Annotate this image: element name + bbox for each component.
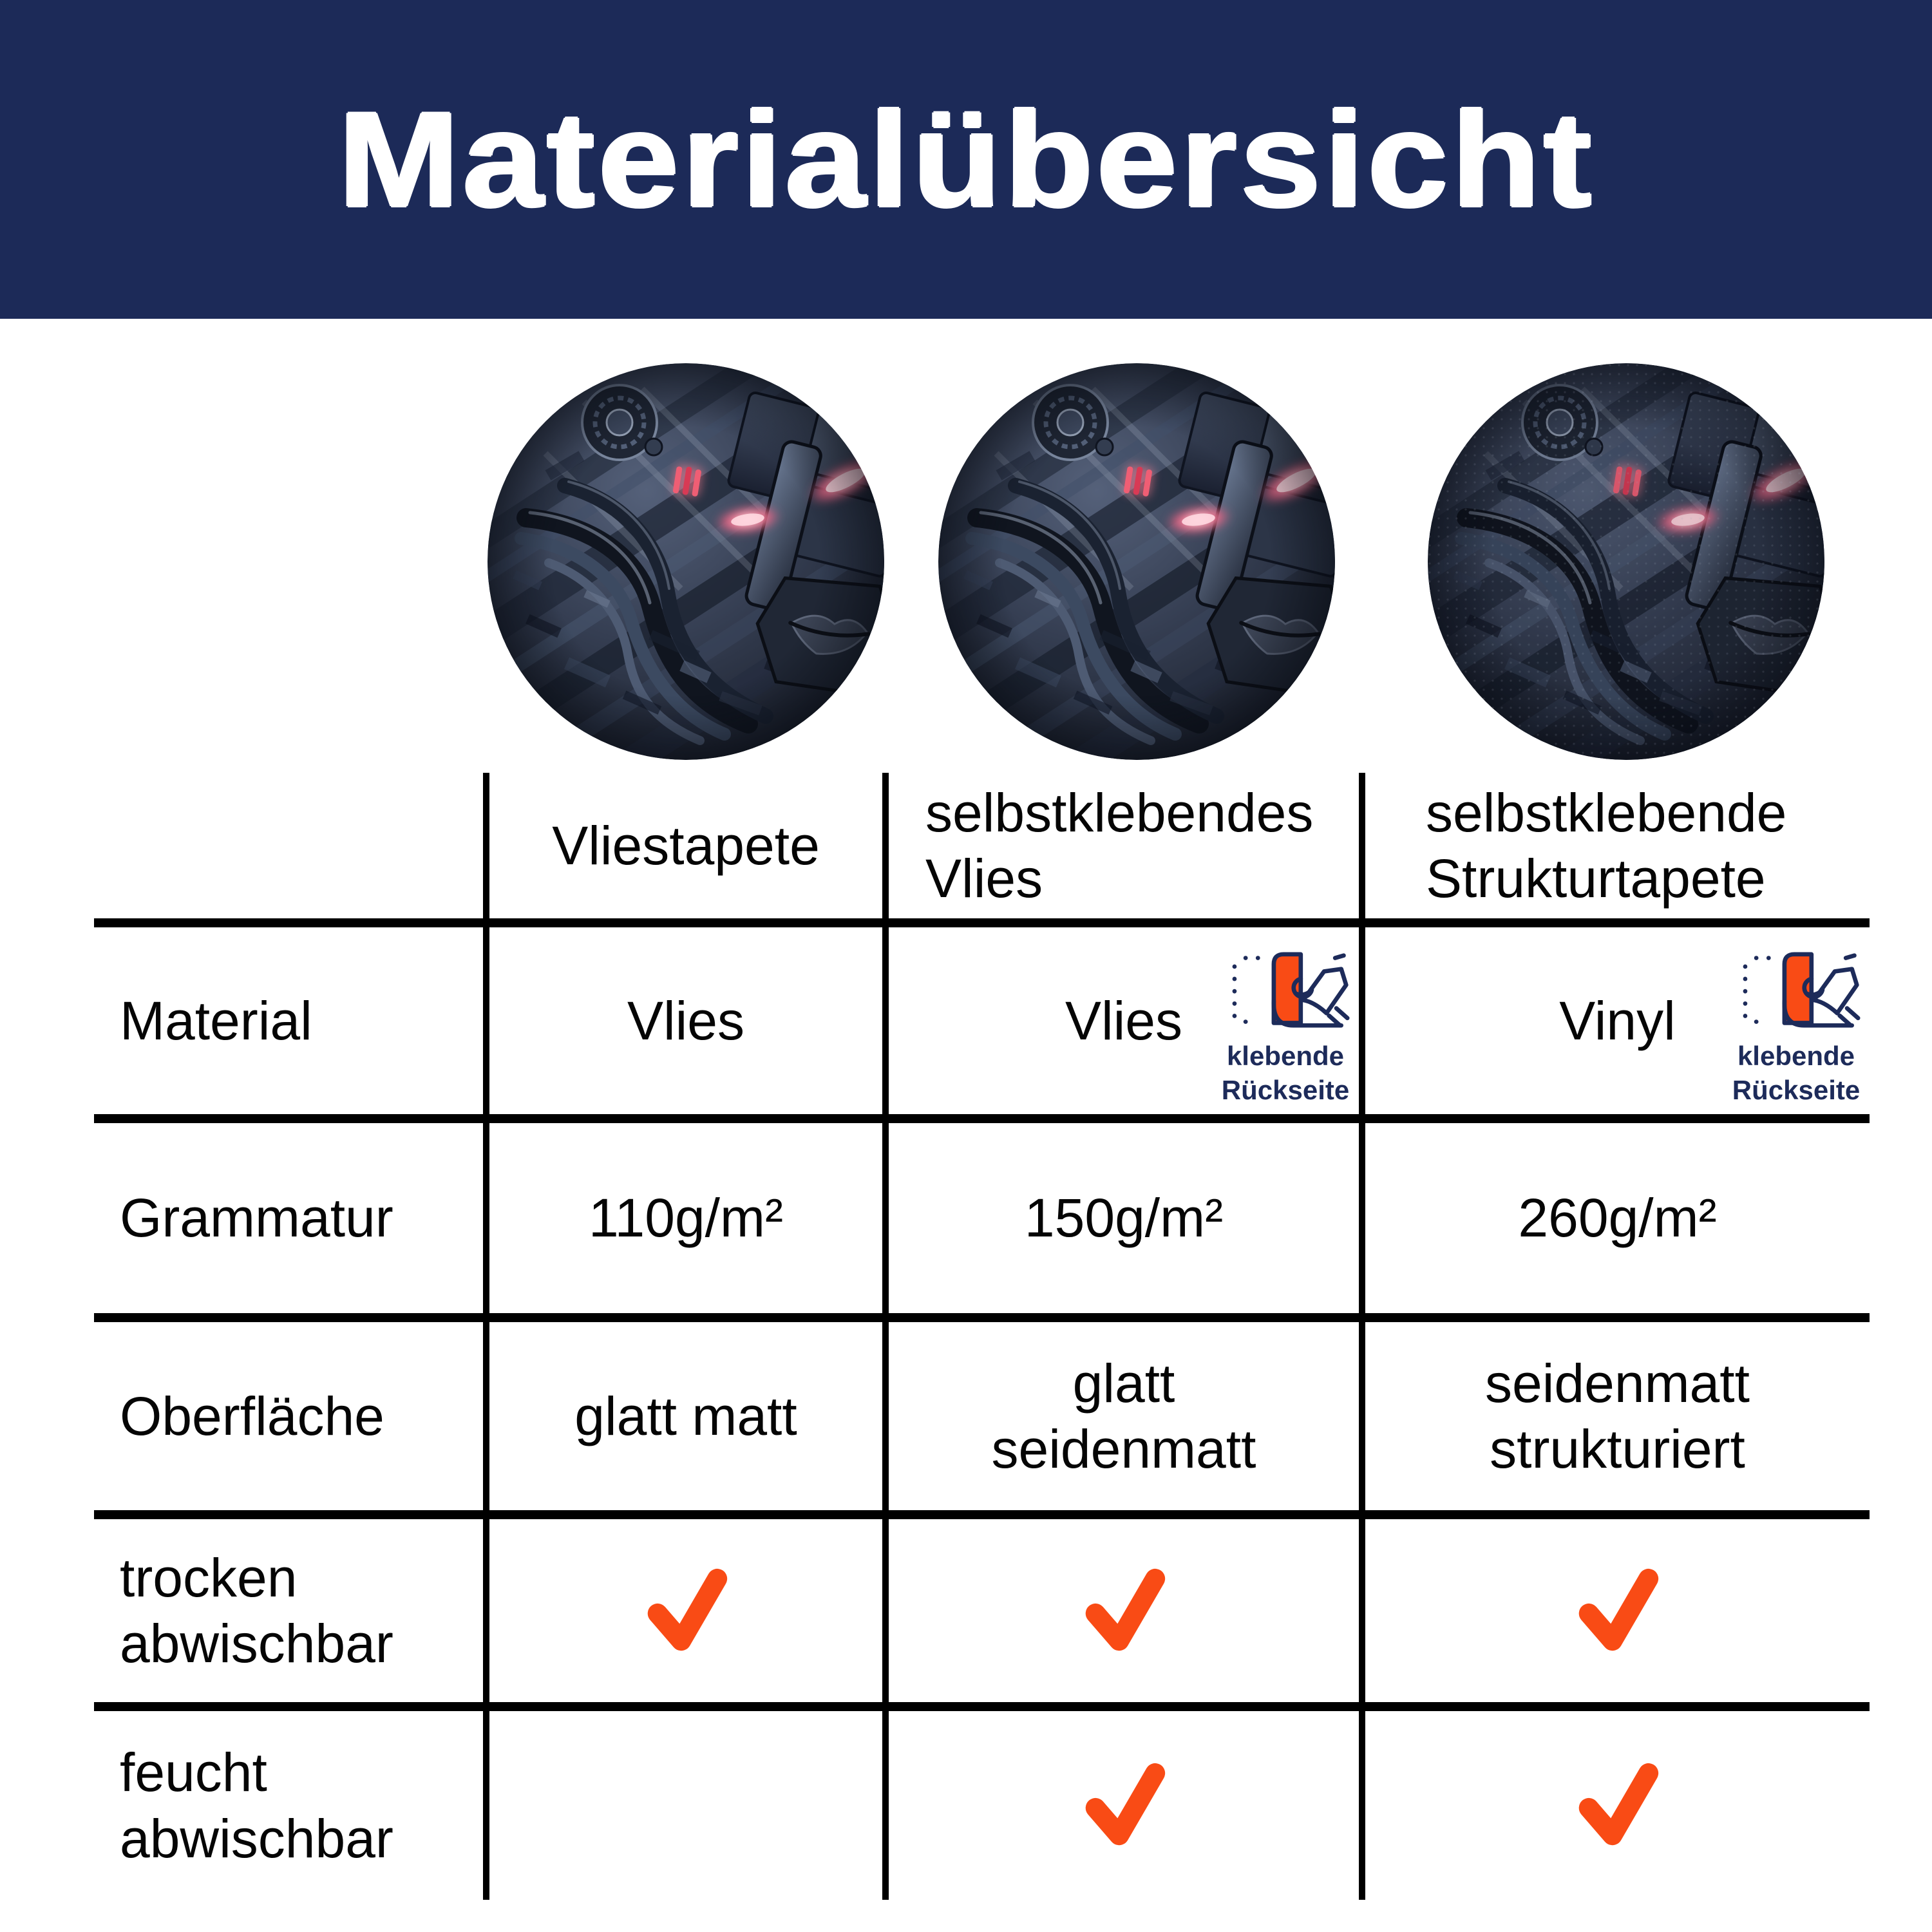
cell-trocken-strukturtapete bbox=[1365, 1519, 1870, 1702]
adhesive-back-caption: klebende Rückseite bbox=[1221, 1041, 1350, 1105]
adhesive-back-badge bbox=[1217, 944, 1354, 1107]
cell-feucht-vliestapete-empty bbox=[489, 1711, 882, 1900]
product-circle-image bbox=[1428, 363, 1824, 760]
adhesive-back-icon bbox=[1732, 944, 1861, 1037]
cell-grammatur-strukturtapete: 260g/m² bbox=[1518, 1188, 1717, 1249]
cell-feucht-selbstklebendes-vlies bbox=[889, 1711, 1359, 1900]
check-icon bbox=[1081, 1762, 1168, 1849]
table-horizontal-line bbox=[94, 1313, 1870, 1322]
row-label-feucht-abwischbar: feucht abwischbar bbox=[120, 1742, 393, 1869]
table-vertical-line bbox=[483, 773, 489, 1900]
table-vertical-line bbox=[1359, 773, 1365, 1900]
product-image-vliestapete bbox=[488, 363, 884, 760]
product-image-selbstklebendes-vlies bbox=[938, 363, 1335, 760]
check-icon bbox=[1574, 1762, 1661, 1849]
header-banner bbox=[0, 0, 1932, 319]
table-horizontal-line bbox=[94, 1114, 1870, 1123]
row-label-material: Material bbox=[120, 990, 312, 1051]
cell-material-selbstklebendes-vlies: Vlies klebende Rückseite bbox=[889, 927, 1359, 1114]
product-image-strukturtapete bbox=[1428, 363, 1824, 760]
product-circle-image bbox=[488, 363, 884, 760]
row-label-trocken-abwischbar: trocken abwischbar bbox=[120, 1547, 393, 1674]
column-header-strukturtapete: selbstklebende Strukturtapete bbox=[1426, 782, 1787, 909]
column-header-vliestapete: Vliestapete bbox=[552, 815, 820, 876]
row-label-grammatur: Grammatur bbox=[120, 1188, 393, 1249]
cell-oberflaeche-vliestapete: glatt matt bbox=[574, 1385, 797, 1446]
cell-grammatur-vliestapete: 110g/m² bbox=[589, 1188, 783, 1249]
page-title: Materialübersicht bbox=[337, 83, 1595, 235]
table-horizontal-line bbox=[94, 1702, 1870, 1711]
check-icon bbox=[1081, 1567, 1168, 1654]
product-circle-image bbox=[938, 363, 1335, 760]
cell-grammatur-selbstklebendes-vlies: 150g/m² bbox=[1024, 1188, 1224, 1249]
cell-trocken-vliestapete bbox=[489, 1519, 882, 1702]
cell-material-vliestapete: Vlies bbox=[627, 990, 745, 1051]
cell-material-strukturtapete: Vinyl klebende Rückseite bbox=[1365, 927, 1870, 1114]
check-icon bbox=[643, 1567, 730, 1654]
adhesive-back-caption: klebende Rückseite bbox=[1732, 1041, 1861, 1105]
column-header-selbstklebendes-vlies: selbstklebendes Vlies bbox=[925, 782, 1314, 909]
table-vertical-line bbox=[882, 773, 889, 1900]
table-horizontal-line bbox=[94, 918, 1870, 927]
adhesive-back-badge bbox=[1728, 944, 1864, 1107]
row-label-oberflaeche: Oberfläche bbox=[120, 1385, 384, 1446]
cell-oberflaeche-strukturtapete: seidenmatt strukturiert bbox=[1485, 1352, 1750, 1479]
cell-feucht-strukturtapete bbox=[1365, 1711, 1870, 1900]
table-horizontal-line bbox=[94, 1510, 1870, 1519]
check-icon bbox=[1574, 1567, 1661, 1654]
adhesive-back-icon bbox=[1221, 944, 1350, 1037]
cell-oberflaeche-selbstklebendes-vlies: glatt seidenmatt bbox=[991, 1352, 1256, 1479]
cell-trocken-selbstklebendes-vlies bbox=[889, 1519, 1359, 1702]
